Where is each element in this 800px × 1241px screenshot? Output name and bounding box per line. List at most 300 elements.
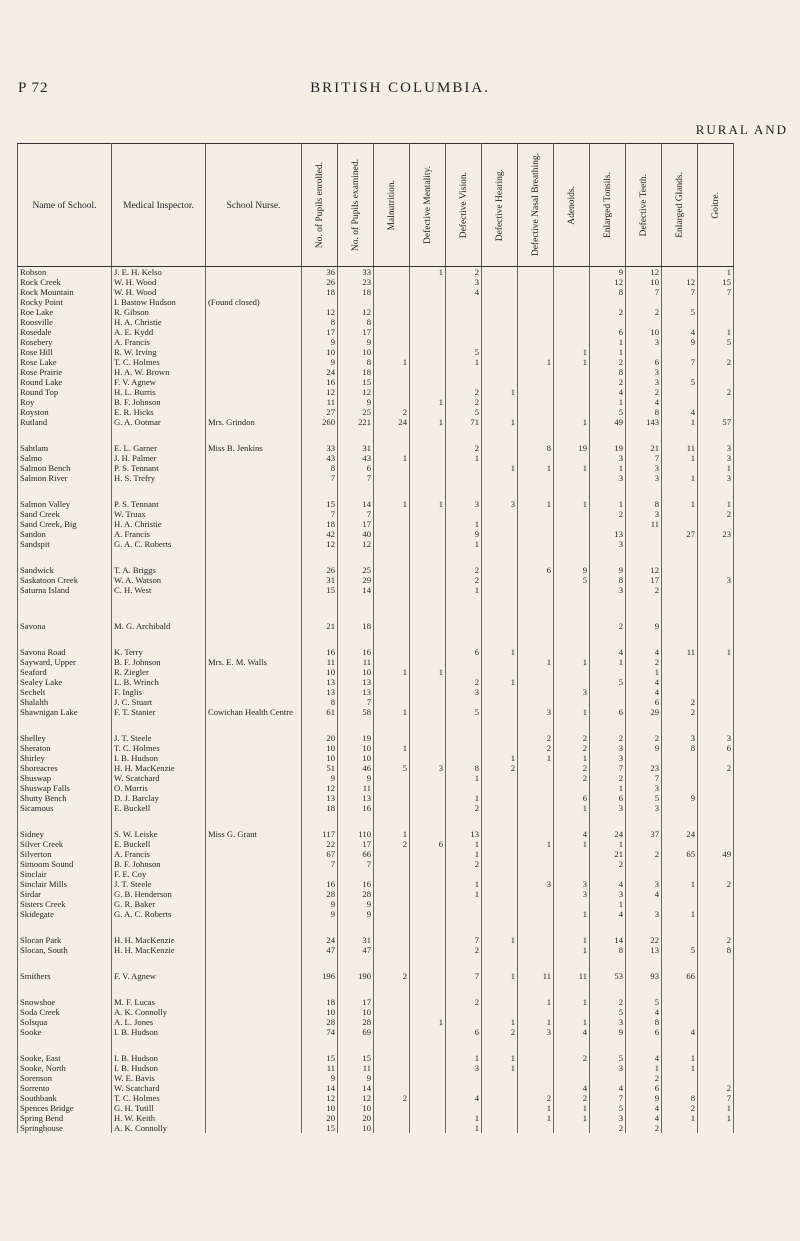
table-cell: W. Scatchard	[112, 1083, 206, 1093]
table-cell: 14	[338, 1083, 374, 1093]
table-cell: Solsqua	[18, 1017, 112, 1027]
table-cell: Sand Creek, Big	[18, 519, 112, 529]
table-cell: Shutty Bench	[18, 793, 112, 803]
table-cell: 11	[518, 971, 554, 981]
col-header-hearing: Defective Hearing.	[482, 144, 518, 267]
table-cell: Sorenson	[18, 1073, 112, 1083]
table-cell: 16	[338, 879, 374, 889]
table-cell	[206, 565, 302, 575]
table-cell: Salmon Valley	[18, 499, 112, 509]
table-cell: 1	[518, 839, 554, 849]
table-cell: 1	[482, 1063, 518, 1073]
table-cell	[206, 307, 302, 317]
table-cell: 27	[662, 529, 698, 539]
table-cell: H. H. MacKenzie	[112, 763, 206, 773]
table-cell	[590, 687, 626, 697]
table-cell: P. S. Tennant	[112, 463, 206, 473]
table-cell	[518, 509, 554, 519]
table-cell: 10	[338, 1007, 374, 1017]
table-cell: 5	[374, 763, 410, 773]
table-cell: E. Buckell	[112, 803, 206, 813]
table-cell	[518, 889, 554, 899]
table-row	[18, 267, 734, 278]
table-cell: 18	[302, 997, 338, 1007]
table-cell: 4	[590, 879, 626, 889]
table-cell	[662, 773, 698, 783]
table-cell: Miss G. Grant	[206, 829, 302, 839]
table-cell	[374, 307, 410, 317]
table-cell: 3	[698, 733, 734, 743]
table-cell: W. Scatchard	[112, 773, 206, 783]
table-cell	[374, 267, 410, 278]
table-cell: Mrs. Grindon	[206, 417, 302, 427]
table-cell	[410, 539, 446, 549]
table-cell	[374, 945, 410, 955]
table-cell	[518, 1123, 554, 1133]
table-cell: Shelley	[18, 733, 112, 743]
table-cell	[446, 657, 482, 667]
table-cell: S. W. Leiske	[112, 829, 206, 839]
table-cell: 69	[338, 1027, 374, 1037]
table-cell: 6	[626, 1027, 662, 1037]
table-cell: Southbank	[18, 1093, 112, 1103]
table-row	[18, 971, 734, 981]
table-cell: 9	[590, 1027, 626, 1037]
table-cell	[518, 377, 554, 387]
table-cell: 5	[662, 377, 698, 387]
table-cell: 9	[302, 773, 338, 783]
table-cell: 26	[302, 565, 338, 575]
table-cell: 1	[554, 1103, 590, 1113]
table-cell: 1	[554, 935, 590, 945]
table-cell	[590, 317, 626, 327]
table-cell: 1	[482, 971, 518, 981]
table-cell: 10	[302, 1103, 338, 1113]
table-cell: 1	[662, 879, 698, 889]
table-cell	[206, 621, 302, 631]
table-cell	[662, 935, 698, 945]
table-cell	[410, 829, 446, 839]
table-cell: 1	[626, 667, 662, 677]
table-cell: A. Francis	[112, 337, 206, 347]
table-cell	[554, 277, 590, 287]
table-cell: F. T. Stanier	[112, 707, 206, 717]
table-cell	[518, 453, 554, 463]
table-cell: 12	[626, 267, 662, 278]
table-cell: 7	[302, 509, 338, 519]
table-cell: 1	[590, 899, 626, 909]
table-cell	[518, 397, 554, 407]
table-cell	[662, 1073, 698, 1083]
group-spacer	[18, 483, 734, 499]
table-cell	[698, 397, 734, 407]
table-cell: M. G. Archibald	[112, 621, 206, 631]
table-cell: 6	[626, 357, 662, 367]
table-cell: 3	[626, 879, 662, 889]
table-cell	[446, 1083, 482, 1093]
table-cell	[626, 297, 662, 307]
table-cell: 74	[302, 1027, 338, 1037]
table-cell: Sicamous	[18, 803, 112, 813]
table-cell: 4	[554, 829, 590, 839]
table-cell: 1	[446, 1053, 482, 1063]
table-row	[18, 1113, 734, 1123]
table-cell	[410, 1053, 446, 1063]
table-cell	[410, 879, 446, 889]
table-cell: 2	[446, 565, 482, 575]
table-cell: 12	[302, 539, 338, 549]
table-cell	[374, 377, 410, 387]
table-cell: 1	[518, 657, 554, 667]
table-cell: 4	[626, 1113, 662, 1123]
col-header-school: Name of School.	[18, 144, 112, 267]
table-cell: 5	[554, 575, 590, 585]
table-cell	[698, 839, 734, 849]
table-cell: 1	[662, 1113, 698, 1123]
table-cell	[446, 667, 482, 677]
table-cell	[410, 347, 446, 357]
col-header-nasal-breathing: Defective Nasal Breathing.	[518, 144, 554, 267]
table-cell: Sirdar	[18, 889, 112, 899]
table-cell: 1	[698, 647, 734, 657]
table-cell	[554, 899, 590, 909]
table-cell: I. B. Hudson	[112, 753, 206, 763]
table-cell	[662, 687, 698, 697]
table-cell: Round Lake	[18, 377, 112, 387]
table-cell: 1	[590, 337, 626, 347]
table-cell	[662, 463, 698, 473]
table-cell: 1	[626, 1063, 662, 1073]
table-cell: 2	[626, 657, 662, 667]
table-cell: 18	[338, 621, 374, 631]
table-cell	[518, 783, 554, 793]
table-cell: 12	[662, 277, 698, 287]
table-cell	[446, 1007, 482, 1017]
table-cell: Sandwick	[18, 565, 112, 575]
table-cell	[446, 899, 482, 909]
table-row	[18, 337, 734, 347]
table-cell: 3	[590, 803, 626, 813]
table-cell	[446, 1103, 482, 1113]
table-cell: 1	[374, 499, 410, 509]
table-cell: 16	[302, 647, 338, 657]
table-cell	[662, 997, 698, 1007]
table-cell: Sandspit	[18, 539, 112, 549]
table-cell	[554, 647, 590, 657]
table-cell: E. Buckell	[112, 839, 206, 849]
table-row	[18, 829, 734, 839]
table-cell	[554, 377, 590, 387]
table-cell	[554, 367, 590, 377]
table-cell	[446, 753, 482, 763]
table-cell: 6	[698, 743, 734, 753]
table-cell: Sooke, East	[18, 1053, 112, 1063]
table-cell: 3	[554, 889, 590, 899]
table-cell	[374, 1073, 410, 1083]
table-cell: 7	[446, 935, 482, 945]
table-cell: 1	[374, 743, 410, 753]
table-cell: 17	[626, 575, 662, 585]
table-cell: 7	[626, 287, 662, 297]
table-cell	[206, 859, 302, 869]
table-cell: 1	[662, 499, 698, 509]
table-cell: Snowshoe	[18, 997, 112, 1007]
table-cell: 15	[302, 1053, 338, 1063]
table-cell	[482, 519, 518, 529]
table-cell: 15	[302, 499, 338, 509]
table-cell: 12	[338, 307, 374, 317]
table-cell: 8	[590, 945, 626, 955]
table-cell: 9	[338, 337, 374, 347]
table-cell	[206, 849, 302, 859]
table-cell: 2	[626, 1073, 662, 1083]
table-cell: 3	[518, 707, 554, 717]
table-cell: 9	[590, 267, 626, 278]
table-cell: 8	[302, 697, 338, 707]
table-cell: 260	[302, 417, 338, 427]
col-header-examined: No. of Pupils examined.	[338, 144, 374, 267]
table-cell	[482, 307, 518, 317]
table-cell: H. L. Burris	[112, 387, 206, 397]
table-cell	[302, 297, 338, 307]
table-cell: 4	[446, 287, 482, 297]
table-cell	[374, 899, 410, 909]
table-cell: 3	[590, 743, 626, 753]
table-cell: 25	[338, 407, 374, 417]
table-cell: H. A. Christie	[112, 317, 206, 327]
table-cell: 4	[626, 397, 662, 407]
table-cell	[482, 773, 518, 783]
table-cell	[590, 297, 626, 307]
col-header-mentality: Defective Mentality.	[410, 144, 446, 267]
table-cell	[206, 839, 302, 849]
table-cell: 3	[698, 453, 734, 463]
table-cell: 5	[590, 1053, 626, 1063]
table-cell	[410, 387, 446, 397]
table-cell: 7	[338, 859, 374, 869]
group-spacer	[18, 919, 734, 935]
table-cell	[518, 307, 554, 317]
table-cell	[482, 621, 518, 631]
table-cell: 10	[302, 347, 338, 357]
table-cell: 10	[302, 743, 338, 753]
table-cell	[554, 869, 590, 879]
table-cell: 6	[590, 327, 626, 337]
table-cell: 7	[698, 287, 734, 297]
table-cell	[410, 585, 446, 595]
table-cell	[410, 565, 446, 575]
table-cell: 3	[590, 1017, 626, 1027]
table-cell: 17	[338, 519, 374, 529]
table-cell	[518, 697, 554, 707]
table-cell: W. H. Wood	[112, 277, 206, 287]
table-cell: 9	[626, 743, 662, 753]
col-header-goitre: Goitre.	[698, 144, 734, 267]
col-header-enrolled: No. of Pupils enrolled.	[302, 144, 338, 267]
table-cell: 1	[518, 1017, 554, 1027]
table-cell	[590, 519, 626, 529]
table-cell: Sandon	[18, 529, 112, 539]
table-cell	[410, 687, 446, 697]
table-cell: 1	[662, 473, 698, 483]
table-cell: 11	[338, 1063, 374, 1073]
table-cell	[698, 1053, 734, 1063]
table-cell: 1	[446, 849, 482, 859]
table-cell: 46	[338, 763, 374, 773]
table-cell: 4	[590, 647, 626, 657]
table-cell: J. E. H. Kelso	[112, 267, 206, 278]
table-cell	[446, 1073, 482, 1083]
table-cell	[446, 869, 482, 879]
table-cell: 33	[302, 443, 338, 453]
table-cell: 3	[626, 367, 662, 377]
table-cell: T. C. Holmes	[112, 1093, 206, 1103]
table-cell	[698, 1073, 734, 1083]
table-cell: 12	[302, 783, 338, 793]
table-cell: Savona Road	[18, 647, 112, 657]
table-cell	[662, 565, 698, 575]
table-cell: Roosville	[18, 317, 112, 327]
table-cell	[410, 443, 446, 453]
table-cell: 1	[554, 1113, 590, 1123]
table-cell	[374, 529, 410, 539]
table-cell: 1	[446, 453, 482, 463]
table-cell	[698, 899, 734, 909]
table-cell	[410, 529, 446, 539]
table-cell: 6	[410, 839, 446, 849]
table-cell: Salmo	[18, 453, 112, 463]
table-cell	[698, 307, 734, 317]
table-cell	[206, 899, 302, 909]
table-cell	[518, 519, 554, 529]
table-cell: 40	[338, 529, 374, 539]
table-cell: 1	[374, 707, 410, 717]
table-cell: 3	[446, 687, 482, 697]
table-cell	[482, 849, 518, 859]
table-cell: 5	[698, 337, 734, 347]
table-row	[18, 509, 734, 519]
table-cell: 4	[626, 1007, 662, 1017]
table-cell	[698, 707, 734, 717]
table-cell: 5	[446, 707, 482, 717]
table-cell: 2	[374, 1093, 410, 1103]
table-cell	[374, 935, 410, 945]
table-cell	[518, 909, 554, 919]
table-cell	[374, 1007, 410, 1017]
table-row	[18, 839, 734, 849]
table-cell	[662, 667, 698, 677]
table-cell: 2	[374, 839, 410, 849]
table-cell: 8	[338, 357, 374, 367]
table-cell: 3	[446, 277, 482, 287]
table-cell: 37	[626, 829, 662, 839]
table-cell	[206, 287, 302, 297]
table-cell	[206, 869, 302, 879]
table-cell: 28	[338, 1017, 374, 1027]
table-cell: 1	[410, 267, 446, 278]
table-cell: T. C. Holmes	[112, 743, 206, 753]
table-cell	[482, 509, 518, 519]
table-cell: 8	[626, 1017, 662, 1027]
table-cell: 2	[446, 859, 482, 869]
table-cell: 9	[338, 1073, 374, 1083]
table-cell	[206, 647, 302, 657]
table-cell	[554, 297, 590, 307]
table-cell: 47	[302, 945, 338, 955]
table-cell	[698, 697, 734, 707]
table-cell: 3	[590, 1113, 626, 1123]
table-cell	[482, 707, 518, 717]
table-cell: 1	[482, 387, 518, 397]
table-cell: 2	[446, 443, 482, 453]
table-cell	[662, 889, 698, 899]
table-cell: Rosebery	[18, 337, 112, 347]
table-cell	[662, 585, 698, 595]
table-row	[18, 529, 734, 539]
table-cell: 9	[302, 357, 338, 367]
table-cell: 8	[662, 1093, 698, 1103]
table-cell	[374, 909, 410, 919]
col-header-vision: Defective Vision.	[446, 144, 482, 267]
table-cell	[662, 347, 698, 357]
table-cell: 11	[662, 443, 698, 453]
table-cell: B. F. Johnson	[112, 657, 206, 667]
table-cell	[374, 387, 410, 397]
table-cell	[518, 899, 554, 909]
table-cell: Salmon River	[18, 473, 112, 483]
table-cell: R. W. Irving	[112, 347, 206, 357]
table-cell	[374, 1017, 410, 1027]
table-cell: 13	[338, 793, 374, 803]
table-cell: 18	[338, 367, 374, 377]
table-cell: 1	[446, 1113, 482, 1123]
table-cell: 28	[302, 889, 338, 899]
table-cell: 4	[662, 407, 698, 417]
table-cell: 1	[410, 499, 446, 509]
table-cell: Rocky Point	[18, 297, 112, 307]
table-cell: B. F. Johnson	[112, 859, 206, 869]
table-cell	[206, 509, 302, 519]
table-row	[18, 889, 734, 899]
table-cell	[626, 317, 662, 327]
table-row	[18, 539, 734, 549]
table-cell	[554, 677, 590, 687]
table-cell: 13	[302, 793, 338, 803]
table-cell	[446, 307, 482, 317]
table-cell	[518, 677, 554, 687]
table-cell: 6	[590, 793, 626, 803]
table-cell: 7	[338, 473, 374, 483]
table-cell: 3	[518, 879, 554, 889]
table-cell: 8	[698, 945, 734, 955]
table-cell	[410, 297, 446, 307]
table-cell	[518, 1053, 554, 1063]
table-cell: 17	[338, 997, 374, 1007]
table-row	[18, 347, 734, 357]
table-cell: 1	[518, 1113, 554, 1123]
table-cell	[518, 687, 554, 697]
table-cell: 3	[626, 473, 662, 483]
table-cell	[206, 783, 302, 793]
table-cell: Shuswap Falls	[18, 783, 112, 793]
table-cell	[410, 697, 446, 707]
table-cell	[698, 773, 734, 783]
table-cell: G. B. Henderson	[112, 889, 206, 899]
table-cell	[374, 317, 410, 327]
table-cell: H. H. MacKenzie	[112, 945, 206, 955]
table-cell	[410, 453, 446, 463]
table-cell	[482, 473, 518, 483]
